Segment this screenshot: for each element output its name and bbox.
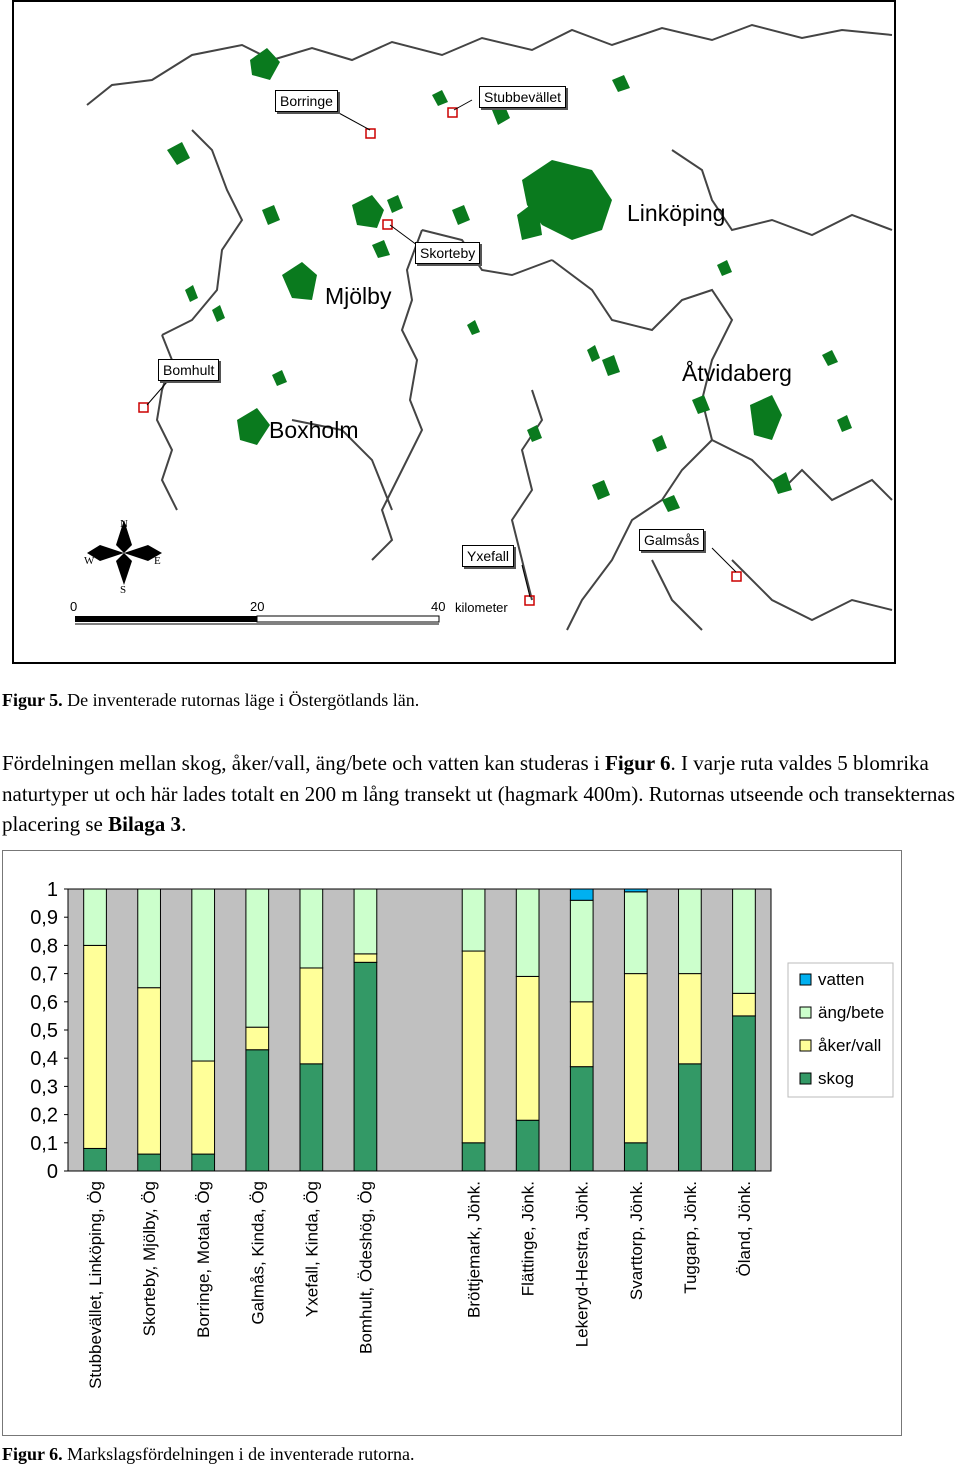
scale-tick-0: 0 (70, 599, 78, 614)
y-tick-label: 0,5 (30, 1020, 58, 1042)
bar-segment (462, 889, 485, 951)
bar-segment (570, 900, 593, 1002)
bar-segment (624, 1143, 647, 1171)
bar-segment (679, 1064, 702, 1171)
paragraph-part2: . I varje ruta valdes 5 blomrika naturtyper ut och här lades totalt en 200 m lång transekt ut (hagmark 400m). Rutornas utseende och transekternas placering se (2, 751, 955, 836)
label-galmsas: Galmsås (639, 529, 704, 551)
compass-n: N (120, 518, 128, 530)
legend-swatch (800, 1040, 811, 1051)
x-category-label: Yxefall, Kinda, Ög (302, 1181, 322, 1318)
bar-segment (354, 954, 377, 962)
y-tick-label: 0,2 (30, 1104, 58, 1127)
bar-segment (462, 951, 485, 1143)
bar-segment (300, 968, 323, 1064)
y-tick-label: 0,4 (30, 1048, 58, 1071)
bar-segment (246, 1027, 269, 1050)
figure5-caption (2, 690, 419, 711)
bar-segment (570, 889, 593, 900)
label-yxefall: Yxefall (462, 545, 514, 567)
label-borringe: Borringe (275, 90, 338, 112)
bar-segment (516, 1120, 539, 1171)
bar-segment (624, 892, 647, 974)
x-category-label: Öland, Jönk. (734, 1181, 754, 1277)
town-mjolby: Mjölby (325, 283, 392, 309)
figure6-caption (2, 1444, 415, 1465)
bar-segment (84, 1148, 107, 1171)
label-bomhult: Bomhult (158, 359, 219, 381)
paragraph-ref-bilaga3: Bilaga 3 (108, 812, 182, 836)
y-tick-label: 0,1 (30, 1132, 58, 1155)
bar-segment (138, 988, 161, 1154)
bar-segment (192, 889, 215, 1061)
bar-segment (570, 1002, 593, 1067)
label-skorteby: Skorteby (415, 242, 480, 264)
scale-unit: kilometer (455, 600, 508, 615)
bar-segment (733, 1016, 756, 1171)
compass-w: W (84, 555, 95, 567)
y-tick-label: 0,8 (30, 935, 58, 958)
legend-label: åker/vall (818, 1036, 882, 1055)
y-tick-label: 0,9 (30, 907, 58, 930)
bar-segment (624, 974, 647, 1143)
legend-label: vatten (818, 970, 865, 989)
y-tick-label: 0,6 (30, 991, 58, 1014)
figure5-text: De inventerade rutornas läge i Östergötlands län. (62, 690, 420, 710)
bar-segment (84, 889, 107, 945)
legend-swatch (800, 974, 811, 985)
bar-segment (192, 1154, 215, 1171)
y-tick-label: 0,7 (30, 963, 58, 986)
x-category-label: Lekeryd-Hestra, Jönk. (572, 1181, 592, 1348)
x-category-label: Svarttorp, Jönk. (626, 1181, 646, 1301)
legend-label: skog (818, 1069, 854, 1088)
x-category-label: Stubbevället, Linköping, Ög (86, 1181, 106, 1389)
scale-tick-40: 40 (431, 599, 446, 614)
paragraph-part3: . (181, 812, 187, 836)
x-category-label: Tuggarp, Jönk. (680, 1181, 700, 1294)
bar-segment (354, 962, 377, 1171)
bar-segment (679, 889, 702, 974)
legend-label: äng/bete (818, 1003, 885, 1022)
y-tick-label: 0,3 (30, 1076, 58, 1099)
bar-segment (138, 889, 161, 988)
x-category-label: Borringe, Motala, Ög (194, 1181, 214, 1338)
compass-s: S (120, 584, 127, 596)
legend-swatch (800, 1073, 811, 1084)
town-linkoping: Linköping (627, 200, 726, 226)
y-tick-label: 1 (46, 879, 58, 901)
x-category-label: Bomhult, Ödeshög, Ög (356, 1181, 376, 1354)
town-atvidaberg: Åtvidaberg (682, 360, 792, 386)
y-tick-label: 0 (46, 1161, 58, 1183)
bar-segment (733, 993, 756, 1016)
bar-segment (679, 974, 702, 1064)
bar-segment (300, 1064, 323, 1171)
paragraph-ref-figur6: Figur 6 (605, 751, 671, 775)
map-figure (12, 0, 896, 664)
stacked-bar-chart (3, 851, 901, 1435)
bar-segment (354, 889, 377, 954)
bar-segment (733, 889, 756, 993)
bar-segment (192, 1061, 215, 1154)
bar-segment (516, 976, 539, 1120)
paragraph-part1: Fördelningen mellan skog, åker/vall, äng/bete och vatten kan studeras i (2, 751, 605, 775)
town-boxholm: Boxholm (269, 417, 359, 443)
bar-segment (84, 945, 107, 1148)
bar-segment (462, 1143, 485, 1171)
figure6-text: Markslagsfördelningen i de inventerade rutorna. (62, 1444, 415, 1464)
bar-segment (516, 889, 539, 976)
bar-segment (246, 1050, 269, 1171)
label-stubbevallet: Stubbevället (479, 86, 566, 108)
body-paragraph (2, 748, 958, 840)
bar-segment (300, 889, 323, 968)
chart-figure (2, 850, 902, 1436)
bar-segment (246, 889, 269, 1027)
bar-segment (138, 1154, 161, 1171)
plot-area (68, 889, 771, 1171)
x-category-label: Bröttjemark, Jönk. (464, 1181, 484, 1318)
legend-swatch (800, 1007, 811, 1018)
map-graphic (12, 0, 896, 664)
bar-segment (624, 889, 647, 892)
x-category-label: Skorteby, Mjölby, Ög (140, 1181, 160, 1337)
figure6-label: Figur 6. (2, 1444, 63, 1464)
scale-tick-20: 20 (250, 599, 265, 614)
compass-e: E (154, 555, 161, 567)
x-category-label: Galmås, Kinda, Ög (248, 1181, 268, 1325)
figure5-label: Figur 5. (2, 690, 63, 710)
bar-segment (570, 1067, 593, 1171)
x-category-label: Flättinge, Jönk. (518, 1181, 538, 1297)
